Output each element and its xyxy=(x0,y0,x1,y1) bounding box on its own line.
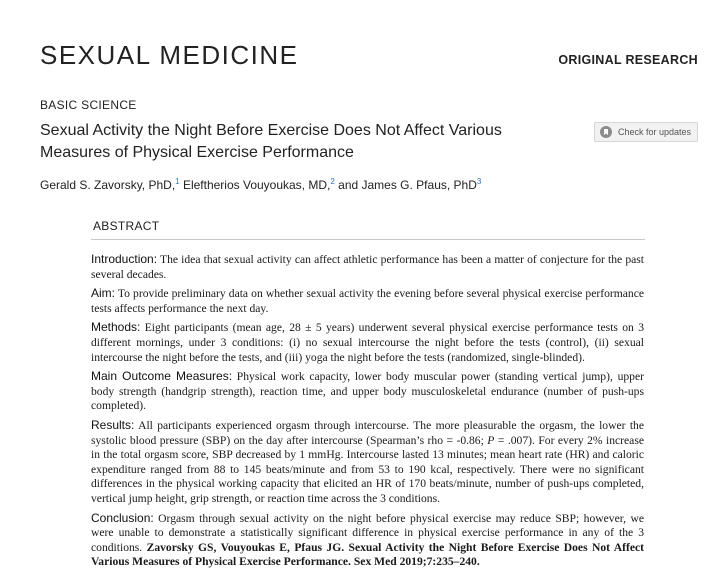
abstract-introduction xyxy=(91,252,644,282)
author-list xyxy=(40,177,481,192)
abstract-outcome-measures xyxy=(91,369,644,414)
methods-label: Methods: xyxy=(91,320,141,335)
author-3: and James G. Pfaus, PhD xyxy=(334,178,477,192)
author-2: Eleftherios Vouyoukas, MD, xyxy=(179,178,331,192)
bookmark-check-icon xyxy=(600,126,612,138)
abstract-aim xyxy=(91,286,644,316)
citation-text: Zavorsky GS, Vouyoukas E, Pfaus JG. Sexual Activity the Night Before Exercise Does Not Affect Various Measures of Physical Exercise Performance. Sex Med 2019;7:235–240. xyxy=(91,540,644,569)
conclusion-label: Conclusion: xyxy=(91,510,154,525)
affiliation-3-link[interactable]: 3 xyxy=(476,177,482,186)
conclusion-text: Orgasm through sexual activity on the night before physical exercise may reduce SBP; however, we were unable to demonstrate a statistically significant difference in physical exercise performance in any of the 3 conditions. xyxy=(91,511,644,554)
outcome-label: Main Outcome Measures: xyxy=(91,369,233,384)
results-text-2: = .007). For every 2% increase in the total orgasm score, SBP decreased by 1 mmHg. Intercourse lasted 13 minutes; mean heart rate (HR) and caloric expenditure ranged from 88 to 145 beats/minute and from 53 to 190 kcal, respectively. There were no significant differences in the physical working capacity that elicited an HR of 170 beats/minute, number of push-ups completed, vertical jump height, grip strength, or reaction time across the 3 conditions. xyxy=(91,433,644,505)
check-for-updates-label: Check for updates xyxy=(618,127,692,137)
article-type-label: ORIGINAL RESEARCH xyxy=(558,53,698,67)
journal-title: SEXUAL MEDICINE xyxy=(40,40,299,70)
results-text-1: All participants experienced orgasm through intercourse. The more pleasurable the orgasm, the lower the systolic blood pressure (SBP) on the day after intercourse (Spearman’s rho = -0.86; xyxy=(91,418,644,447)
abstract-body xyxy=(91,252,644,574)
aim-text: To provide preliminary data on whether sexual activity the evening before several physical exercise performance tests affects performance the next day. xyxy=(91,287,644,315)
aim-label: Aim: xyxy=(91,286,115,301)
results-label: Results: xyxy=(91,417,135,432)
article-title-line-1: Sexual Activity the Night Before Exercise Does Not Affect Various xyxy=(40,122,502,139)
author-1: Gerald S. Zavorsky, PhD, xyxy=(40,178,176,192)
abstract-heading: ABSTRACT xyxy=(93,219,160,233)
affiliation-1-link[interactable]: 1 xyxy=(175,177,180,186)
article-title-line-2: Measures of Physical Exercise Performance xyxy=(40,144,354,161)
methods-text: Eight participants (mean age, 28 ± 5 years) underwent several physical exercise performance tests on 3 different mornings, under 3 conditions: (i) no sexual intercourse the night before the tests (control), (ii) sexual intercourse the night before the tests, and (iii) yoga the night before the tests (randomized, single-blinded). xyxy=(91,321,644,364)
section-label: BASIC SCIENCE xyxy=(40,98,137,112)
bookmark-glyph xyxy=(602,128,610,136)
abstract-results xyxy=(91,418,644,507)
introduction-label: Introduction: xyxy=(91,252,158,266)
abstract-methods xyxy=(91,320,644,365)
outcome-text: Physical work capacity, lower body muscular power (standing vertical jump), upper body strength (handgrip strength), reaction time, and upper body musculoskeletal endurance (number of push-ups completed). xyxy=(91,370,644,413)
abstract-divider xyxy=(91,239,645,240)
introduction-text: The idea that sexual activity can affect athletic performance has been a matter of conjecture for the past several decades. xyxy=(91,253,644,281)
abstract-conclusion xyxy=(91,511,644,570)
check-for-updates-button[interactable] xyxy=(594,122,698,142)
results-p-symbol: P xyxy=(487,433,495,447)
affiliation-2-link[interactable]: 2 xyxy=(330,177,335,186)
article-title xyxy=(40,120,580,164)
